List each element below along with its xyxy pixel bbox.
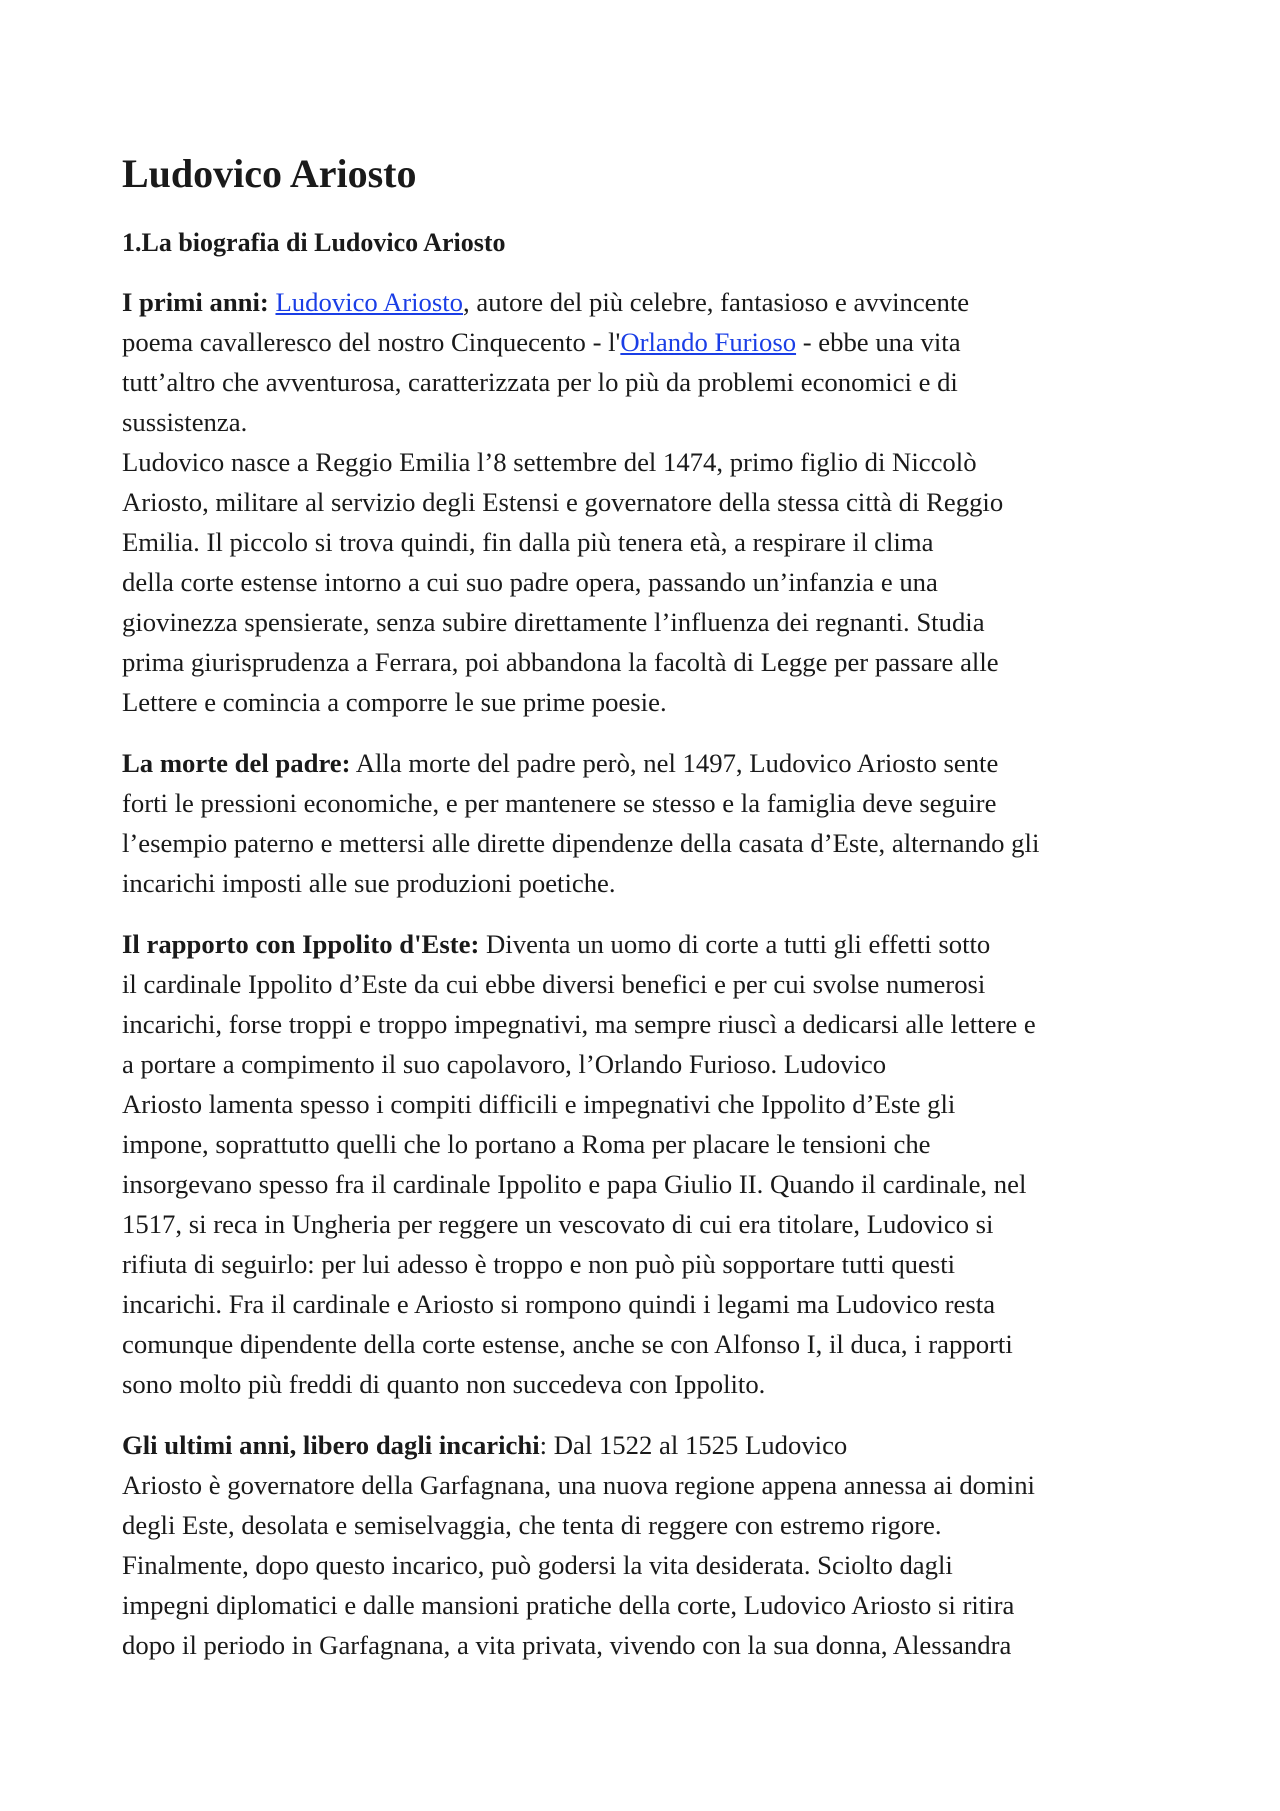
paragraph-ultimi-anni: Gli ultimi anni, libero dagli incarichi: Dal 1522 al 1525 Ludovico Ariosto è governatore della Garfagnana, una nuova regione appena annessa ai domini degli Este, desolata e semiselvaggia, che tenta di reggere con estremo rigore. Finalmente, dopo questo incarico, può godersi la vita desiderata. Sciolto dagli impegni diplomatici e dalle mansioni pratiche della corte, Ludovico Ariosto si ritira dopo il periodo in Garfagnana, a vita privata, vivendo con la sua donna, Alessandra (122, 1429, 1035, 1660)
page-title: Ludovico Ariosto (122, 151, 417, 196)
link-orlando-furioso[interactable]: Orlando Furioso (620, 326, 797, 357)
paragraph-morte-del-padre: La morte del padre: Alla morte del padre però, nel 1497, Ludovico Ariosto sente forti le pressioni economiche, e per mantenere se stesso e la famiglia deve seguire l’esempio paterno e mettersi alle dirette dipendenze della casata d’Este, alternando gli incarichi imposti alle sue produzioni poetiche. (122, 747, 1040, 898)
paragraph-rapporto-ippolito: Il rapporto con Ippolito d'Este: Diventa un uomo di corte a tutti gli effetti sotto il cardinale Ippolito d’Este da cui ebbe diversi benefici e per cui svolse numerosi incarichi, forse troppi e troppo impegnativi, ma sempre riuscì a dedicarsi alle lettere e a portare a compimento il suo capolavoro, l’Orlando Furioso. Ludovico Ariosto lamenta spesso i compiti difficili e impegnativi che Ippolito d’Este gli impone, soprattutto quelli che lo portano a Roma per placare le tensioni che insorgevano spesso fra il cardinale Ippolito e papa Giulio II. Quando il cardinale, nel 1517, si reca in Ungheria per reggere un vescovato di cui era titolare, Ludovico si rifiuta di seguirlo: per lui adesso è troppo e non può più sopportare tutti questi incarichi. Fra il cardinale e Ariosto si rompono quindi i legami ma Ludovico resta comunque dipendente della corte estense, anche se con Alfonso I, il duca, i rapporti sono molto più freddi di quanto non succedeva con Ippolito. (122, 928, 1036, 1399)
paragraph-heading: I primi anni: (122, 286, 269, 317)
section-heading: 1.La biografia di Ludovico Ariosto (122, 228, 506, 257)
paragraph-heading: La morte del padre: (122, 747, 351, 778)
paragraph-primi-anni: I primi anni: Ludovico Ariosto, autore del più celebre, fantasioso e avvincente poema cavalleresco del nostro Cinquecento - l'Orlando Furioso - ebbe una vita tutt’altro che avventurosa, caratterizzata per lo più da problemi economici e di sussistenza. Ludovico nasce a Reggio Emilia l’8 settembre del 1474, primo figlio di Niccolò Ariosto, militare al servizio degli Estensi e governatore della stessa città di Reggio Emilia. Il piccolo si trova quindi, fin dalla più tenera età, a respirare il clima della corte estense intorno a cui suo padre opera, passando un’infanzia e una giovinezza spensierate, senza subire direttamente l’influenza dei regnanti. Studia prima giurisprudenza a Ferrara, poi abbandona la facoltà di Legge per passare alle Lettere e comincia a comporre le sue prime poesie. (122, 286, 1004, 717)
paragraph-heading: Gli ultimi anni, libero dagli incarichi (122, 1429, 540, 1460)
paragraph-heading: Il rapporto con Ippolito d'Este: (122, 928, 480, 959)
link-ludovico-ariosto[interactable]: Ludovico Ariosto (275, 286, 464, 317)
document-page (122, 150, 1172, 1686)
